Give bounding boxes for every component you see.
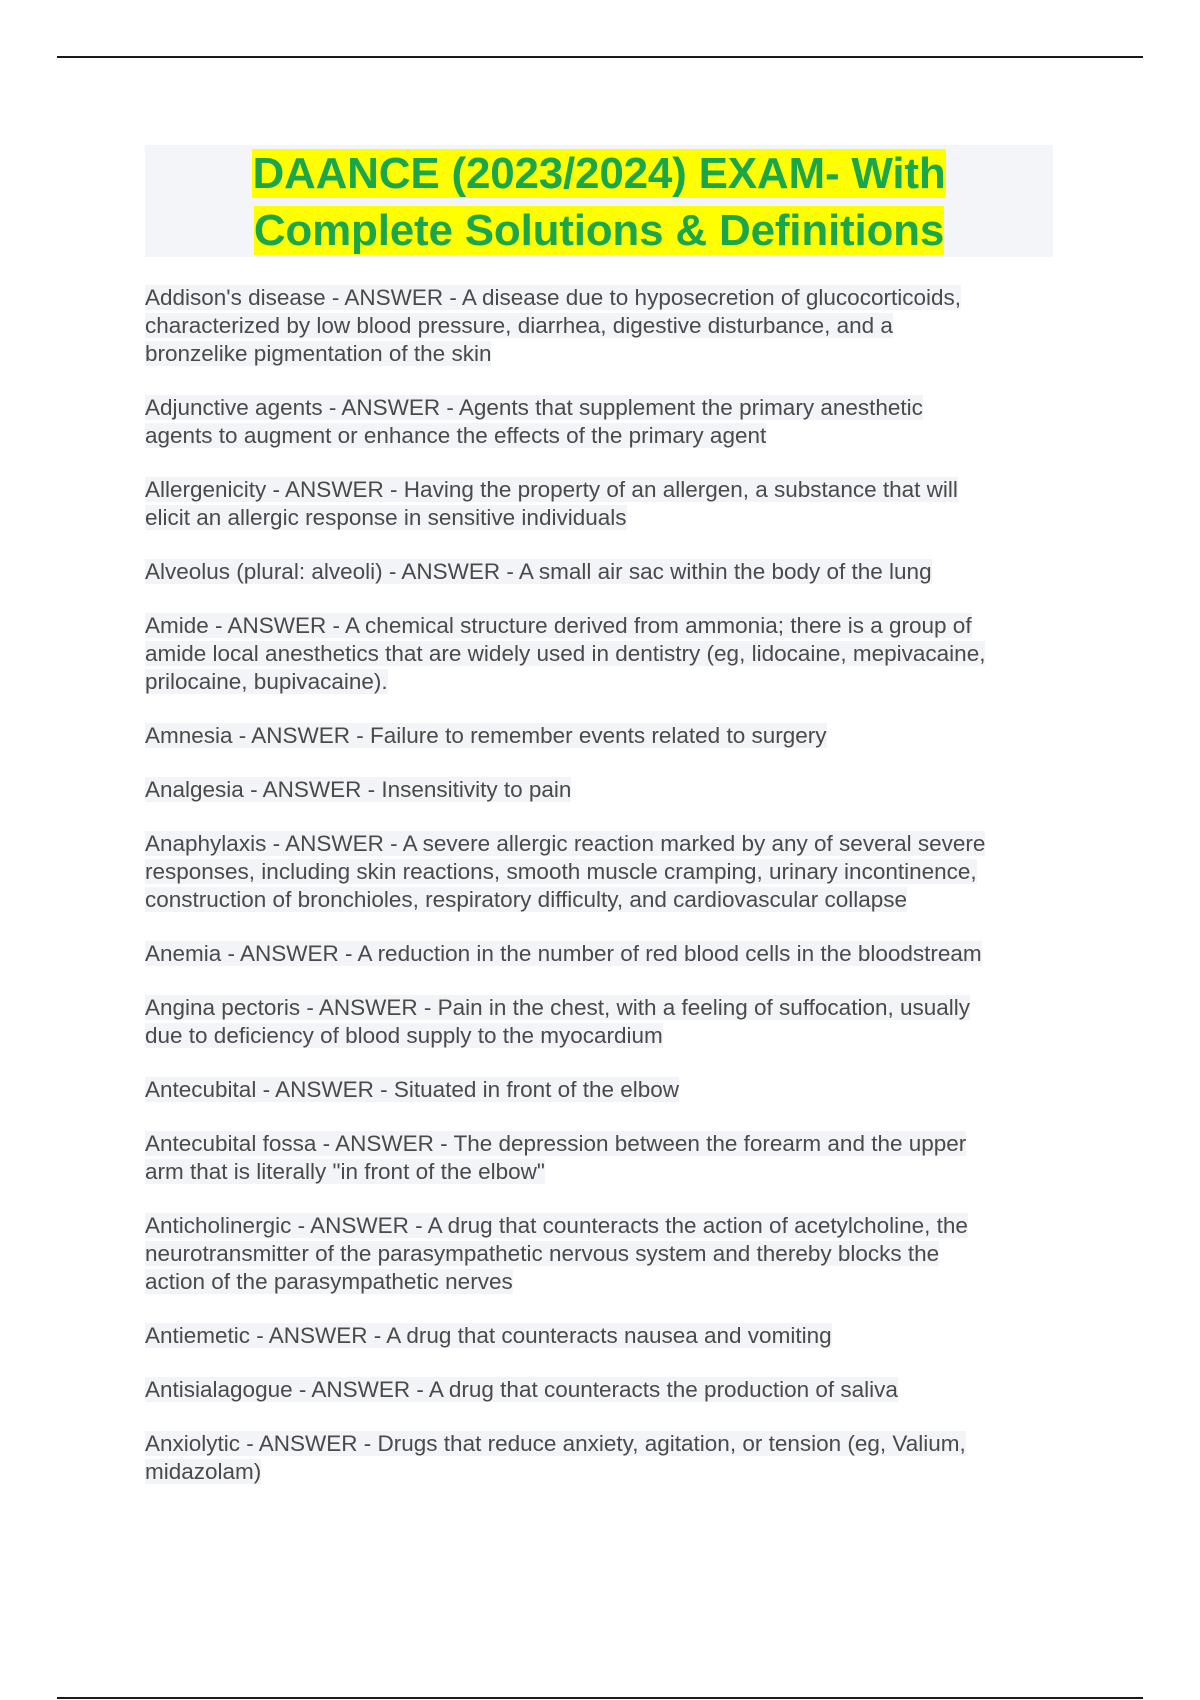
definition-line: midazolam)	[145, 1459, 262, 1484]
definition-text	[145, 1376, 1065, 1404]
definition-line: agents to augment or enhance the effects of the primary agent	[145, 423, 767, 448]
definition-line: bronzelike pigmentation of the skin	[145, 341, 492, 366]
definition-line: Allergenicity - ANSWER - Having the property of an allergen, a substance that will	[145, 477, 958, 502]
title-line-1: DAANCE (2023/2024) EXAM- With	[252, 149, 946, 198]
definition-entry	[145, 722, 1065, 750]
definition-line: Antiemetic - ANSWER - A drug that counteracts nausea and vomiting	[145, 1323, 832, 1348]
definition-line: Amide - ANSWER - A chemical structure derived from ammonia; there is a group of	[145, 613, 972, 638]
definition-line: due to deficiency of blood supply to the myocardium	[145, 1023, 663, 1048]
definition-entry	[145, 284, 1065, 368]
definition-text	[145, 394, 1065, 450]
definition-line: Antisialagogue - ANSWER - A drug that counteracts the production of saliva	[145, 1377, 898, 1402]
definition-entry	[145, 1076, 1065, 1104]
definition-line: neurotransmitter of the parasympathetic nervous system and thereby blocks the	[145, 1241, 940, 1266]
definition-line: construction of bronchioles, respiratory difficulty, and cardiovascular collapse	[145, 887, 908, 912]
definition-text	[145, 558, 1065, 586]
definition-entry	[145, 940, 1065, 968]
definition-line: Alveolus (plural: alveoli) - ANSWER - A small air sac within the body of the lung	[145, 559, 932, 584]
title-block	[145, 145, 1053, 257]
top-rule	[57, 56, 1143, 58]
definition-text	[145, 612, 1065, 696]
definition-line: elicit an allergic response in sensitive individuals	[145, 505, 627, 530]
definition-text	[145, 1130, 1065, 1186]
definition-line: Angina pectoris - ANSWER - Pain in the chest, with a feeling of suffocation, usually	[145, 995, 971, 1020]
definition-line: amide local anesthetics that are widely used in dentistry (eg, lidocaine, mepivacaine,	[145, 641, 986, 666]
definition-entry	[145, 1212, 1065, 1296]
definition-entry	[145, 1130, 1065, 1186]
definition-line: Amnesia - ANSWER - Failure to remember events related to surgery	[145, 723, 827, 748]
definition-line: Analgesia - ANSWER - Insensitivity to pain	[145, 777, 572, 802]
definition-entry	[145, 830, 1065, 914]
definition-line: Antecubital - ANSWER - Situated in front of the elbow	[145, 1077, 680, 1102]
definition-text	[145, 284, 1065, 368]
definition-text	[145, 1212, 1065, 1296]
definition-line: Anticholinergic - ANSWER - A drug that counteracts the action of acetylcholine, the	[145, 1213, 968, 1238]
definition-entry	[145, 1430, 1065, 1486]
definition-line: prilocaine, bupivacaine).	[145, 669, 388, 694]
definition-line: responses, including skin reactions, smooth muscle cramping, urinary incontinence,	[145, 859, 977, 884]
bottom-rule	[57, 1697, 1143, 1699]
definition-entry	[145, 776, 1065, 804]
definition-line: arm that is literally "in front of the elbow"	[145, 1159, 545, 1184]
definition-entry	[145, 1322, 1065, 1350]
definition-text	[145, 830, 1065, 914]
definition-text	[145, 994, 1065, 1050]
definition-text	[145, 1430, 1065, 1486]
definition-text	[145, 1076, 1065, 1104]
definition-entry	[145, 394, 1065, 450]
definition-entry	[145, 612, 1065, 696]
definition-line: Addison's disease - ANSWER - A disease due to hyposecretion of glucocorticoids,	[145, 285, 961, 310]
definition-text	[145, 1322, 1065, 1350]
definition-entry	[145, 1376, 1065, 1404]
definition-text	[145, 722, 1065, 750]
definition-line: Anxiolytic - ANSWER - Drugs that reduce anxiety, agitation, or tension (eg, Valium,	[145, 1431, 966, 1456]
definition-line: Antecubital fossa - ANSWER - The depression between the forearm and the upper	[145, 1131, 967, 1156]
definition-entry	[145, 476, 1065, 532]
definition-entry	[145, 558, 1065, 586]
definition-line: Anaphylaxis - ANSWER - A severe allergic reaction marked by any of several severe	[145, 831, 986, 856]
title-line-2: Complete Solutions & Definitions	[253, 206, 945, 255]
definitions-list	[145, 284, 1065, 1512]
definition-line: Anemia - ANSWER - A reduction in the number of red blood cells in the bloodstream	[145, 941, 982, 966]
definition-entry	[145, 994, 1065, 1050]
definition-text	[145, 476, 1065, 532]
definition-text	[145, 776, 1065, 804]
definition-line: action of the parasympathetic nerves	[145, 1269, 513, 1294]
definition-line: Adjunctive agents - ANSWER - Agents that supplement the primary anesthetic	[145, 395, 923, 420]
definition-text	[145, 940, 1065, 968]
definition-line: characterized by low blood pressure, diarrhea, digestive disturbance, and a	[145, 313, 893, 338]
